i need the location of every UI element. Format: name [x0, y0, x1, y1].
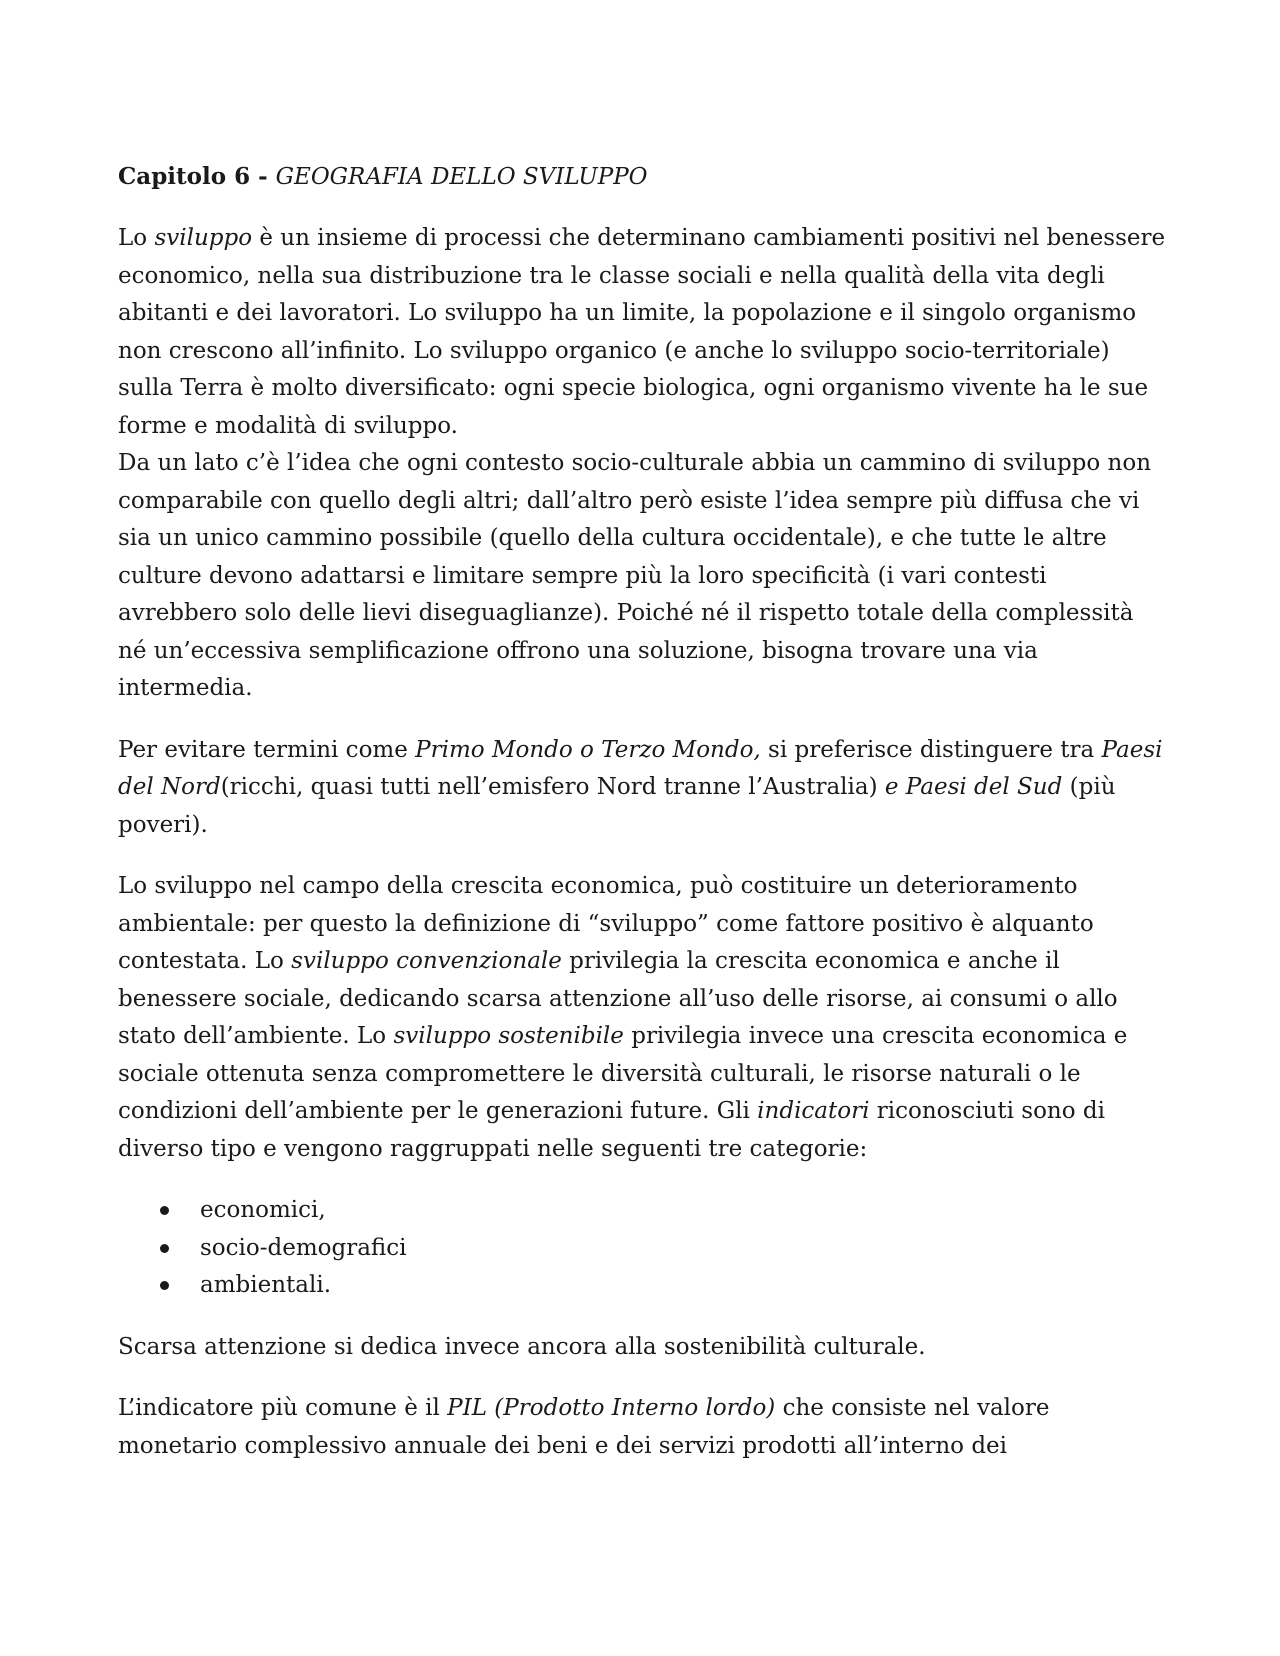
document-page: [118, 158, 1168, 1489]
indicator-list: [118, 1192, 1168, 1305]
text-run: Lo sviluppo nel campo della crescita economica, può costituire un deterioramento ambientale: per questo la definizione di “sviluppo” come fattore positivo è alquanto contestata. Lo: [118, 873, 1094, 974]
text-run: Per evitare termini come: [118, 736, 416, 763]
text-run: (ricchi, quasi tutti nell’emisfero Nord tranne l’Australia): [220, 774, 885, 800]
paragraph-sustainability: [118, 868, 1168, 1168]
list-item: [118, 1230, 1168, 1268]
paragraph-pil: [118, 1390, 1168, 1465]
chapter-number: Capitolo 6: [118, 163, 251, 190]
paragraph-cultural: Scarsa attenzione si dedica invece ancora alla sostenibilità culturale.: [118, 1333, 926, 1360]
text-run-italic: sviluppo sostenibile: [393, 1023, 624, 1049]
text-run: riconosciuti sono di diverso tipo e vengono raggruppati nelle seguenti tre categorie:: [118, 1098, 1105, 1162]
heading-separator: -: [250, 163, 276, 190]
text-run: privilegia invece una crescita economica e sociale ottenuta senza compromettere le diversità culturali, le risorse naturali o le condizioni dell’ambiente per le generazioni future. Gli: [118, 1023, 1128, 1124]
text-run-italic: sviluppo convenzionale: [291, 948, 562, 974]
bullet-icon: [160, 1206, 169, 1215]
chapter-heading: [118, 158, 1168, 196]
text-run: Lo: [118, 225, 155, 251]
paragraph-north-south: [118, 732, 1168, 845]
text-run: (più poveri).: [118, 774, 1116, 838]
text-run: L’indicatore più comune è il: [118, 1395, 448, 1421]
text-run: che consiste nel valore monetario complessivo annuale dei beni e dei servizi prodotti all’interno dei: [118, 1395, 1050, 1459]
list-item-label: socio-demografici: [200, 1234, 407, 1261]
text-run-italic: indicatori: [757, 1098, 870, 1124]
list-item: [118, 1267, 1168, 1305]
bullet-icon: [160, 1244, 169, 1253]
text-run-italic: PIL (Prodotto Interno lordo): [447, 1395, 776, 1421]
list-item-label: economici,: [200, 1197, 326, 1223]
text-run-italic: Paesi del Nord: [118, 736, 1163, 800]
text-run-italic: Primo Mondo o Terzo Mondo,: [415, 736, 761, 763]
text-run-italic: e Paesi del Sud: [884, 774, 1063, 800]
text-run: è un insieme di processi che determinano cambiamenti positivi nel benessere economico, nella sua distribuzione tra le classe sociali e nella qualità della vita degli abitanti e dei lavoratori. Lo sviluppo ha un limite, la popolazione e il singolo organismo non crescono all’infinito. Lo sviluppo organico (e anche lo sviluppo socio-territoriale) sulla Terra è molto diversificato: ogni specie biologica, ogni organismo vivente ha le sue forme e modalità di sviluppo.: [118, 225, 1166, 439]
paragraph-definition: [118, 220, 1168, 445]
list-item-label: ambientali.: [200, 1272, 332, 1298]
text-run: si preferisce distinguere tra: [760, 736, 1102, 763]
bullet-icon: [160, 1281, 169, 1290]
text-run: privilegia la crescita economica e anche il benessere sociale, dedicando scarsa attenzione all’uso delle risorse, ai consumi o allo stato dell’ambiente. Lo: [118, 948, 1118, 1049]
chapter-title: GEOGRAFIA DELLO SVILUPPO: [275, 164, 648, 190]
list-item: [118, 1192, 1168, 1230]
text-run-italic: sviluppo: [154, 225, 253, 251]
paragraph-contexts: Da un lato c’è l’idea che ogni contesto socio-culturale abbia un cammino di sviluppo non comparabile con quello degli altri; dall’altro però esiste l’idea sempre più diffusa che vi sia un unico cammino possibile (quello della cultura occidentale), e che tutte le altre culture devono adattarsi e limitare sempre più la loro specificità (i vari contesti avrebbero solo delle lievi diseguaglianze). Poiché né il rispetto totale della complessità né un’eccessiva semplificazione offrono una soluzione, bisogna trovare una via intermedia.: [118, 450, 1152, 701]
